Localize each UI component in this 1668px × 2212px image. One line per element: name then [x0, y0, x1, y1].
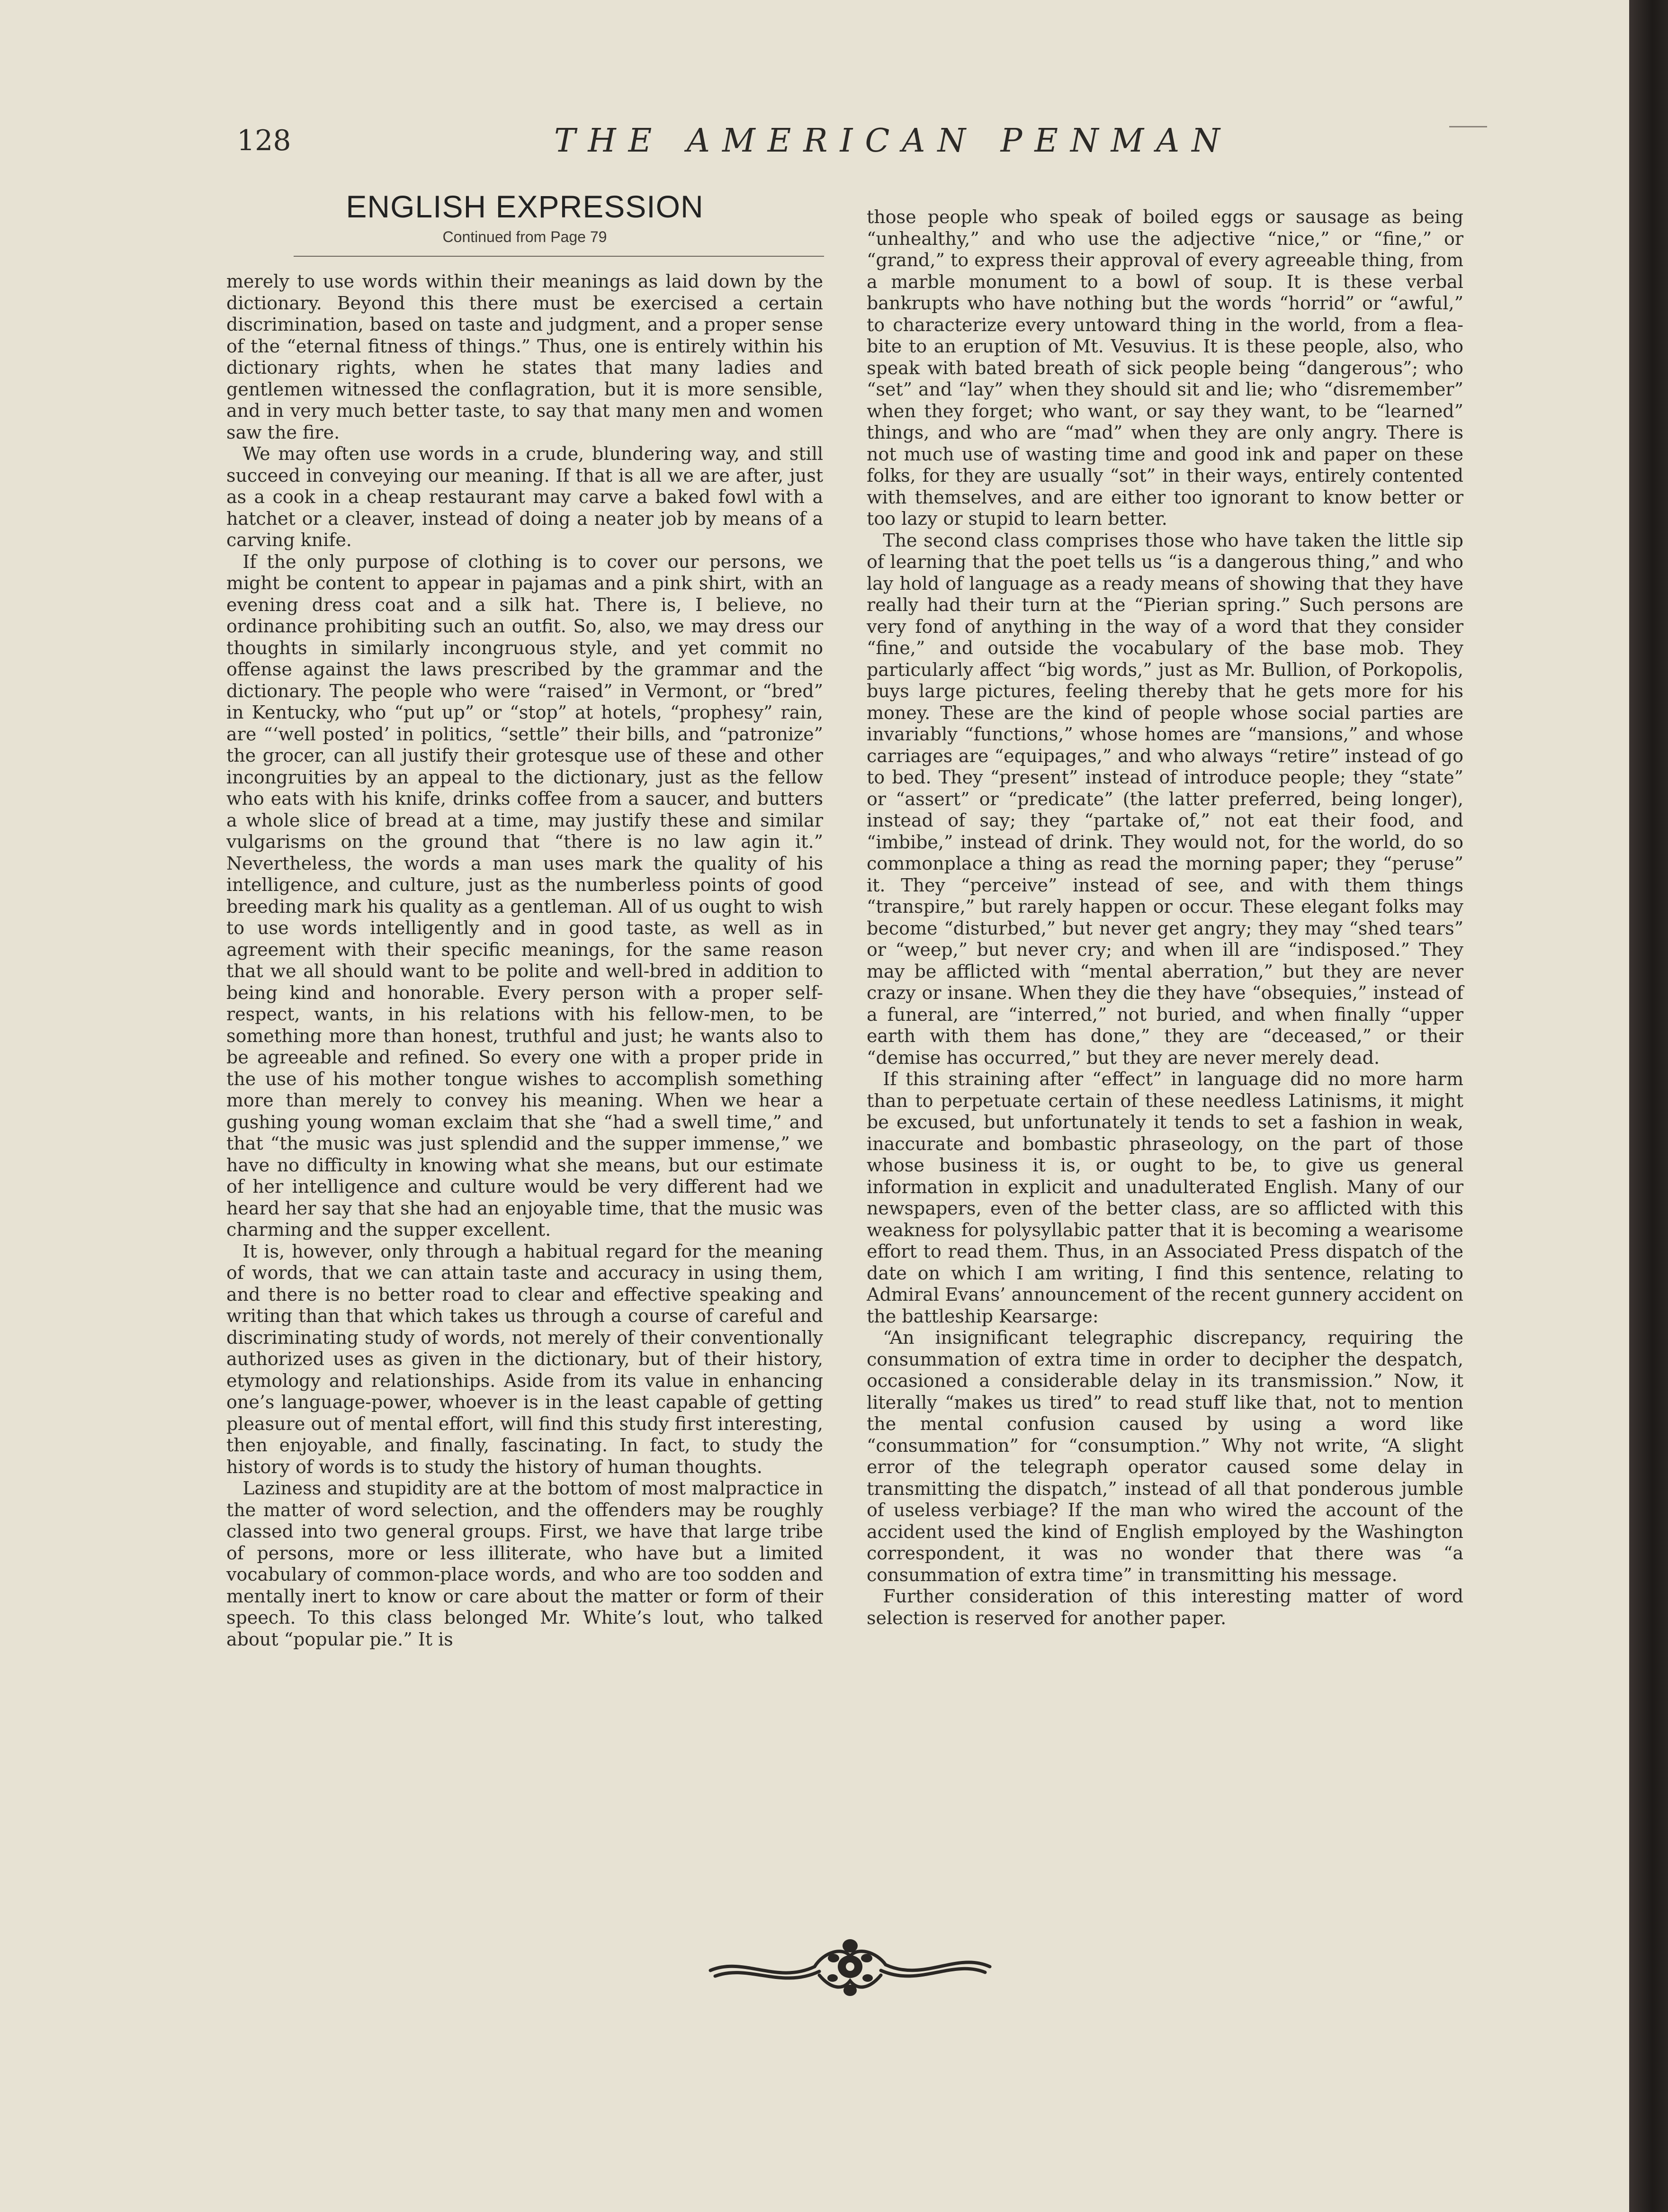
- paragraph: Further consideration of this interesting matter of word selection is reserved for another paper.: [867, 1586, 1463, 1628]
- continued-note: Continued from Page 79: [442, 228, 607, 245]
- article-title: ENGLISH EXPRESSION: [346, 189, 704, 224]
- paragraph: those people who speak of boiled eggs or sausage as being “unhealthy,” and who use the adjective “nice,” or “fine,” or “grand,” to express their approval of every agreeable thing, from a marble monument to a bowl of soup. It is these verbal bankrupts who have nothing but the words “horrid” or “awful,” to characterize every untoward thing in the world, from a flea-bite to an eruption of Mt. Vesuvius. It is these people, also, who speak with bated breath of sick people being “dangerous”; who “set” and “lay” when they should sit and lie; who “disremember” when they forget; who want, or say they want, to be “learned” things, and who are “mad” when they are only angry. There is not much use of wasting time and good ink and paper on these folks, for they are usually “sot” in their ways, entirely contented with themselves, and are either too ignorant to know better or too lazy or stupid to learn better.: [867, 207, 1463, 529]
- paragraph: Laziness and stupidity are at the bottom of most malpractice in the matter of word selection, and the offenders may be roughly classed into two general groups. First, we have that large tribe of persons, more or less illiterate, who have but a limited vocabulary of common-place words, and who are too sodden and mentally inert to know or care about the matter or form of their speech. To this class belonged Mr. White’s lout, who talked about “popular pie.” It is: [226, 1478, 823, 1650]
- left-column: [226, 271, 823, 1650]
- paragraph: merely to use words within their meanings as laid down by the dictionary. Beyond this there must be exercised a certain discrimination, based on taste and judgment, and a proper sense of the “eternal fitness of things.” Thus, one is entirely within his dictionary rights, when he states that many ladies and gentlemen witnessed the conflagration, but it is more sensible, and in very much better taste, to say that many men and women saw the fire.: [226, 271, 823, 443]
- paragraph: It is, however, only through a habitual regard for the meaning of words, that we can attain taste and accuracy in using them, and there is no better road to clear and effective speaking and writing than that which takes us through a course of careful and discriminating study of words, not merely of their conventionally authorized uses as given in the dictionary, but of their history, etymology and relationships. Aside from its value in enhancing one’s language-power, whoever is in the least capable of getting pleasure out of mental effort, will find this study first interesting, then enjoyable, and finally, fascinating. In fact, to study the history of words is to study the history of human thoughts.: [226, 1241, 823, 1477]
- paragraph: The second class comprises those who have taken the little sip of learning that the poet tells us “is a dangerous thing,” and who lay hold of language as a ready means of showing that they have really had their turn at the “Pierian spring.” Such persons are very fond of anything in the way of a word that they consider “fine,” and outside the vocabulary of the base mob. They particularly affect “big words,” just as Mr. Bullion, of Porkopolis, buys large pictures, feeling thereby that he gets more for his money. These are the kind of people whose social parties are invariably “functions,” whose homes are “mansions,” and whose carriages are “equipages,” and who always “retire” instead of go to bed. They “present” instead of introduce people; they “state” or “assert” or “predicate” (the latter preferred, being longer), instead of say; they “partake of,” not eat their food, and “imbibe,” instead of drink. They would not, for the world, do so commonplace a thing as read the morning paper; they “peruse” it. They “perceive” instead of see, and with them things “transpire,” but rarely happen or occur. These elegant folks may become “disturbed,” but never get angry; they may “shed tears” or “weep,” but never cry; and when ill are “indisposed.” They may be afflicted with “mental aberration,” but they are never crazy or insane. When they die they have “obsequies,” instead of a funeral, are “interred,” not buried, and when finally “upper earth with them has done,” they are “deceased,” or their “demise has occurred,” but they are never merely dead.: [867, 530, 1463, 1068]
- paragraph: If the only purpose of clothing is to cover our persons, we might be content to appear in pajamas and a pink shirt, with an evening dress coat and a silk hat. There is, I believe, no ordinance prohibiting such an outfit. So, also, we may dress our thoughts in similarly incongruous style, and yet commit no offense against the laws prescribed by the grammar and the dictionary. The people who were “raised” in Vermont, or “bred” in Kentucky, who “put up” or “stop” at hotels, “prophesy” rain, are “‘well posted’ in politics, “settle” their bills, and “patronize” the grocer, can all justify their grotesque use of these and other incongruities by an appeal to the dictionary, just as the fellow who eats with his knife, drinks coffee from a saucer, and butters a whole slice of bread at a time, may justify these and similar vulgarisms on the ground that “there is no law agin it.” Nevertheless, the words a man uses mark the quality of his intelligence, and culture, just as the numberless points of good breeding mark his quality as a gentleman. All of us ought to wish to use words intelligently and in good taste, as well as in agreement with their specific meanings, for the same reason that we all should want to be polite and well-bred in addition to being kind and honorable. Every person with a proper self-respect, wants, in his relations with his fellow-men, to be something more than honest, truthful and just; he wants also to be agreeable and refined. So every one with a proper pride in the use of his mother tongue wishes to accomplish something more than merely to convey his meaning. When we hear a gushing young woman exclaim that she “had a swell time,” and that “the music was just splendid and the supper immense,” we have no difficulty in knowing what she means, but our estimate of her intelligence and culture would be very different had we heard her say that she had an enjoyable time, that the music was charming and the supper excellent.: [226, 551, 823, 1240]
- paragraph: If this straining after “effect” in language did no more harm than to perpetuate certain of these needless Latinisms, it might be excused, but unfortunately it tends to set a fashion in weak, inaccurate and bombastic phraseology, on the part of those whose business it is, or ought to be, to give us general information in explicit and unadulterated English. Many of our newspapers, even of the better class, are so afflicted with this weakness for polysyllabic patter that it is becoming a wearisome effort to read them. Thus, in an Associated Press dispatch of the date on which I am writing, I find this sentence, relating to Admiral Evans’ announcement of the recent gunnery accident on the battleship Kearsarge:: [867, 1069, 1463, 1327]
- title-divider: [294, 256, 824, 257]
- paragraph: “An insignificant telegraphic discrepancy, requiring the consummation of extra time in order to decipher the despatch, occasioned a considerable delay in its transmission.” Now, it literally “makes us tired” to read stuff like that, not to mention the mental confusion caused by using a word like “consummation” for “consumption.” Why not write, “A slight error of the telegraph operator caused some delay in transmitting the dispatch,” instead of all that ponderous jumble of useless verbiage? If the man who wired the account of the accident used the kind of English employed by the Washington correspondent, it was no wonder that there was “a consummation of extra time” in transmitting his message.: [867, 1327, 1463, 1585]
- right-column: [867, 207, 1463, 1629]
- scroll-ornament-icon: [706, 1937, 995, 1999]
- paragraph: We may often use words in a crude, blundering way, and still succeed in conveying our meaning. If that is all we are after, just as a cook in a cheap restaurant may carve a baked fowl with a hatchet or a cleaver, instead of doing a neater job by means of a carving knife.: [226, 443, 823, 550]
- book-spine: [1629, 0, 1668, 2212]
- header-mark: [1449, 126, 1487, 127]
- running-head: THE AMERICAN PENMAN: [554, 122, 1232, 160]
- page-number: 128: [237, 124, 291, 157]
